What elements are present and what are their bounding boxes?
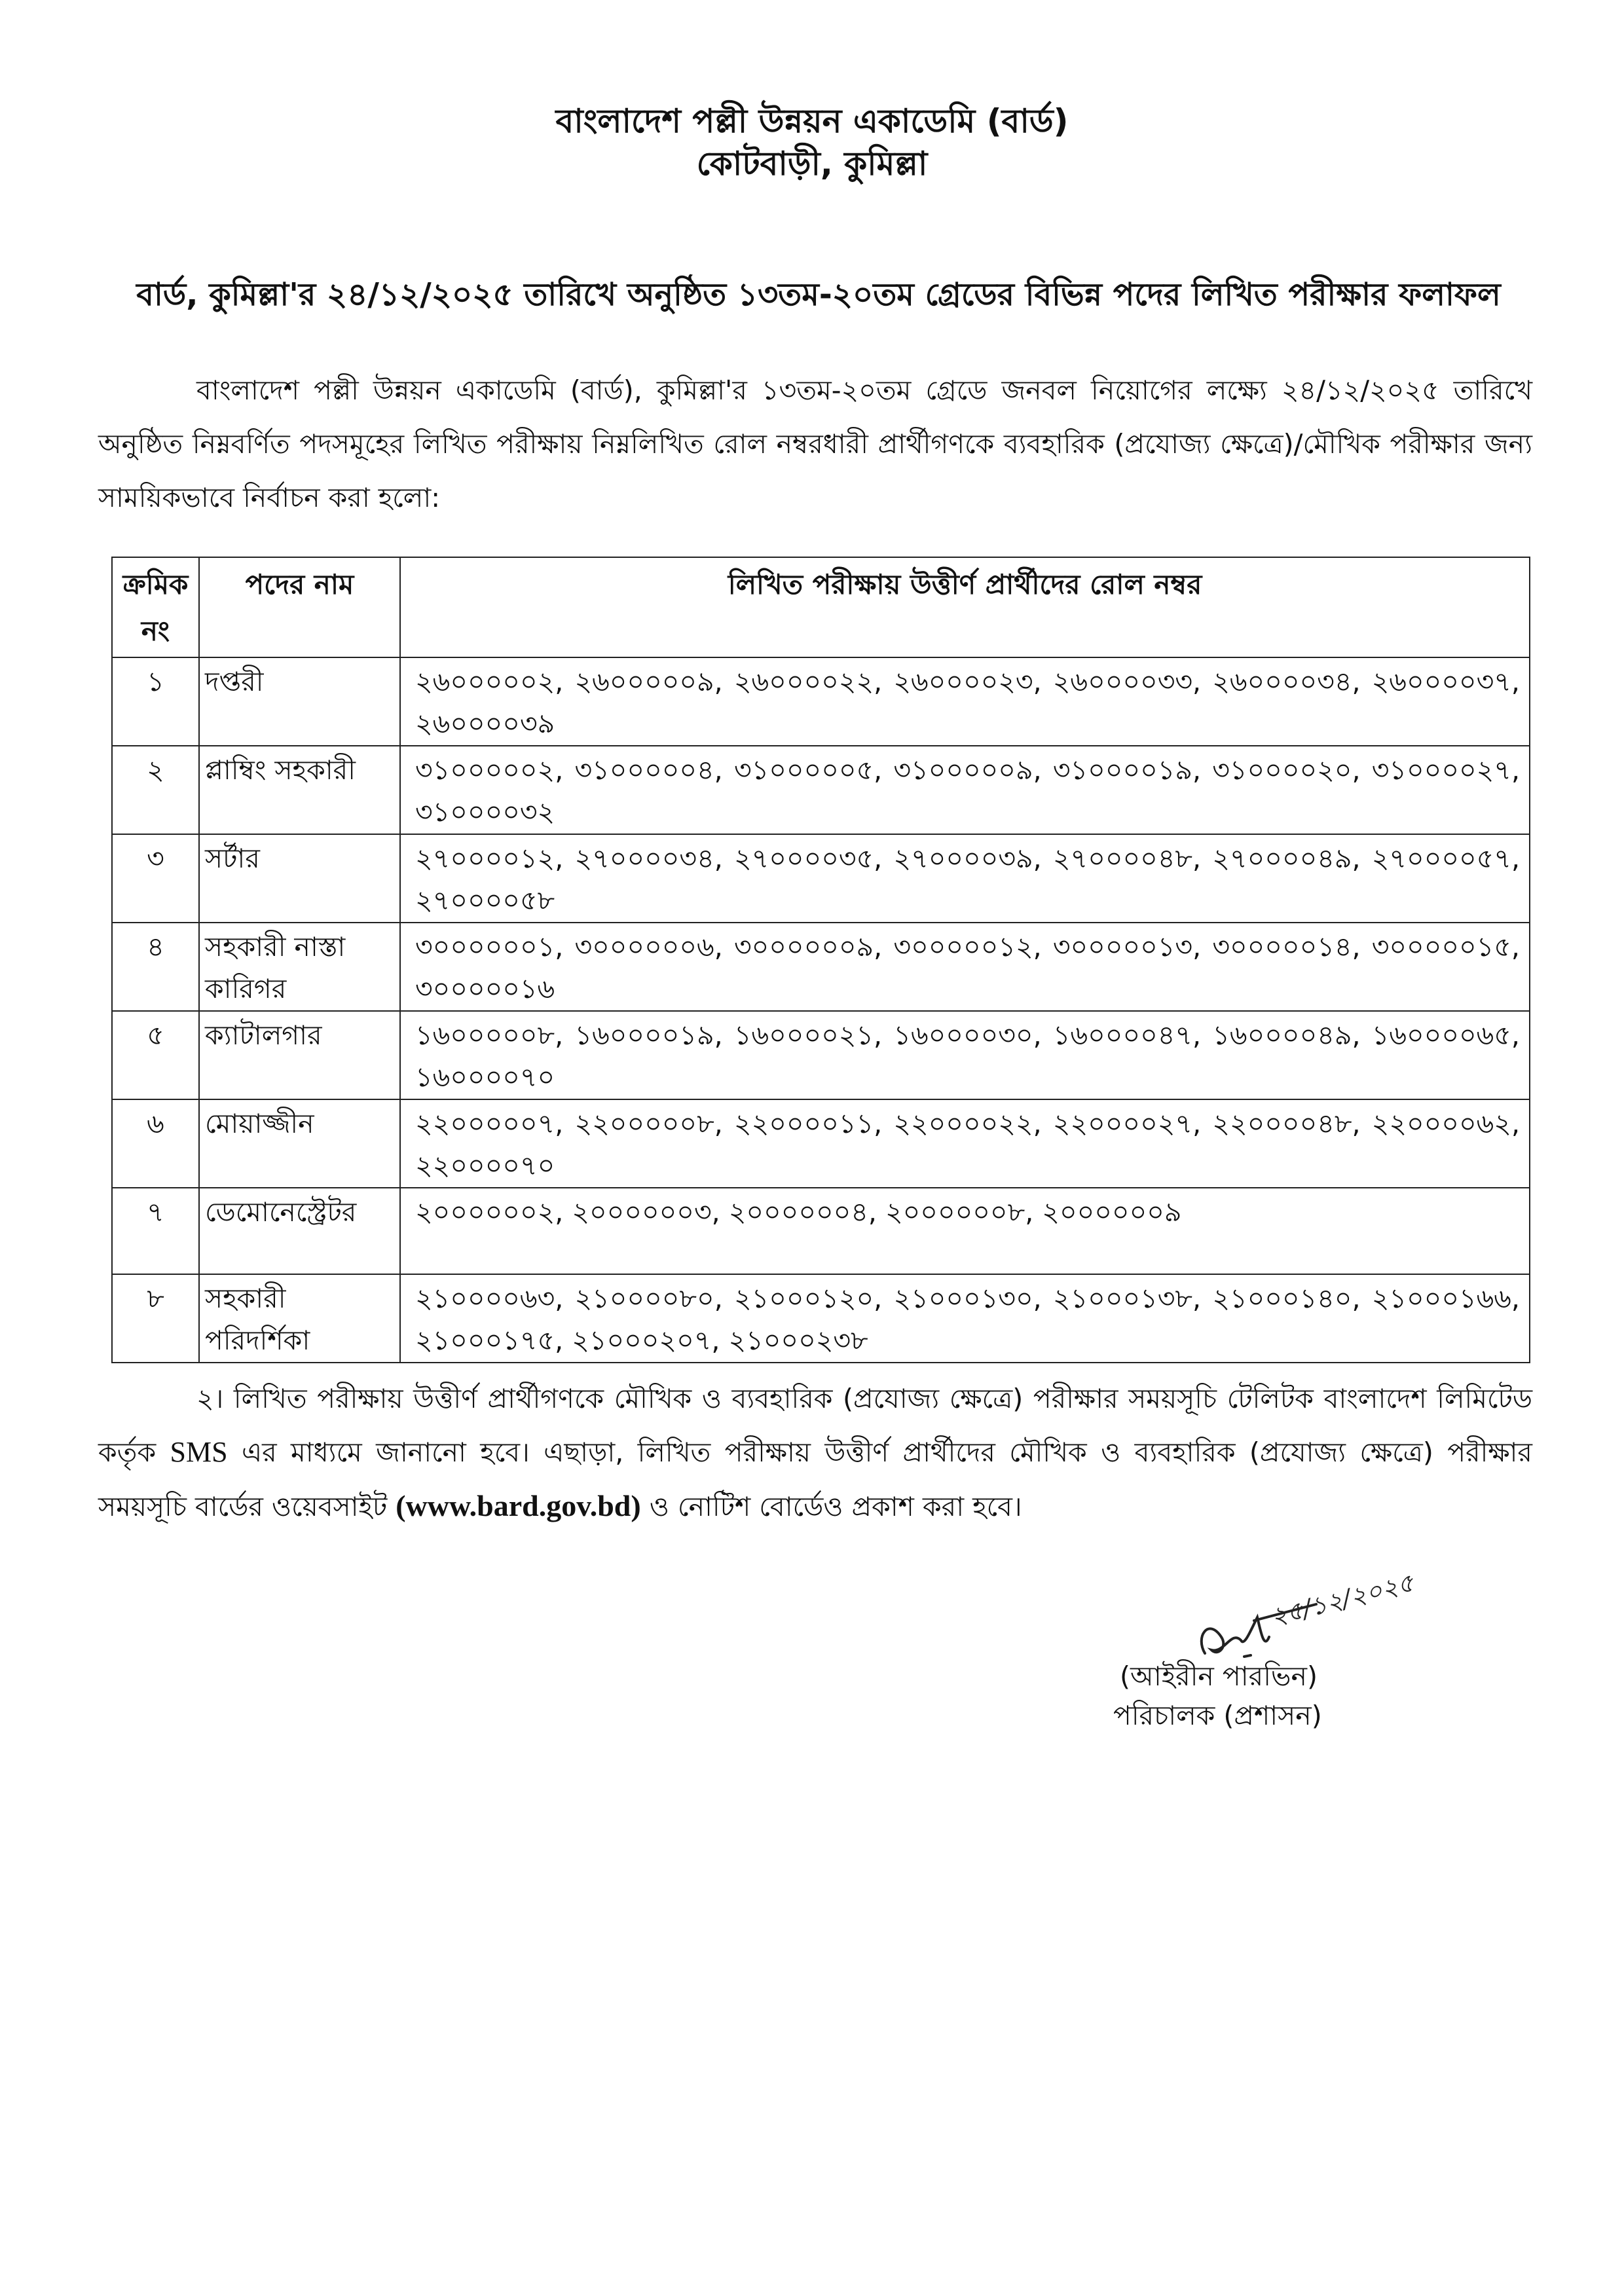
row-post-name: সর্টার [199,834,400,923]
header-post-name: পদের নাম [199,557,400,657]
roll-separator: , [714,1283,734,1314]
table-row [112,1011,1530,1099]
row-post-name: সহকারী নাস্তা কারিগর [199,923,400,1011]
row-post-name: মোয়াজ্জীন [199,1099,400,1188]
roll-number: ২৭০০০০৪৯ [1212,843,1352,874]
roll-separator: , [555,1196,572,1228]
roll-number: ২১০০০০৮০ [574,1283,714,1314]
roll-number: ২০০০০০০২ [415,1196,555,1228]
roll-number: ৩১০০০০০২ [415,754,555,786]
roll-number: ২১০০০২০৭ [572,1325,712,1356]
row-roll-numbers [400,746,1530,834]
roll-number: ২৬০০০০২৩ [893,666,1033,697]
website-link[interactable]: (www.bard.gov.bd) [396,1489,641,1522]
roll-separator: , [555,1108,575,1139]
roll-number: ১৬০০০০৪৯ [1212,1019,1352,1051]
roll-separator: , [874,1019,894,1051]
roll-separator: , [874,1108,894,1139]
roll-separator: , [714,666,734,697]
signature-date: ২৫/১২/২০২৫ [1268,1568,1417,1632]
roll-separator: , [1192,1283,1213,1314]
row-roll-numbers [400,834,1530,923]
roll-separator: , [714,1019,734,1051]
roll-number: ৩০০০০০০১ [415,931,555,963]
roll-separator: , [1511,1283,1520,1314]
row-serial: ৮ [112,1274,199,1363]
row-post-name: ক্যাটালগার [199,1011,400,1099]
header-roll-numbers: লিখিত পরীক্ষায় উত্তীর্ণ প্রার্থীদের রোল নম্বর [400,557,1530,657]
roll-separator: , [1511,1108,1520,1139]
header-serial: ক্রমিক নং [112,557,199,657]
roll-number: ২১০০০১৩০ [893,1283,1033,1314]
roll-number: ৩০০০০০১৪ [1212,931,1352,963]
result-title: বার্ড, কুমিল্লা'র ২৪/১২/২০২৫ তারিখে অনুষ্ঠিত ১৩তম-২০তম গ্রেডের বিভিন্ন পদের লিখিত পরীক্ষার ফলাফল [136,276,1501,313]
row-serial: ৪ [112,923,199,1011]
roll-separator: , [1192,666,1213,697]
roll-number: ২৬০০০০০২ [415,666,555,697]
roll-number: ৩০০০০০০৬ [574,931,714,963]
roll-number: ২২০০০০০৮ [574,1108,714,1139]
roll-separator: , [555,843,575,874]
roll-separator: , [1192,1108,1213,1139]
roll-number: ২১০০০১২০ [733,1283,874,1314]
roll-separator: , [1511,843,1520,874]
roll-separator: , [1033,1019,1053,1051]
roll-separator: , [1511,1019,1520,1051]
roll-number: ২৭০০০০৩৫ [733,843,874,874]
roll-separator: , [1192,843,1213,874]
roll-separator: , [1352,1019,1372,1051]
roll-separator: , [1352,754,1372,786]
row-roll-numbers [400,1011,1530,1099]
notice-text-2: এর মাধ্যমে জানানো হবে। এছাড়া, লিখিত পরীক্ষায় উত্তীর্ণ প্রার্থীদের মৌখিক ও ব্যবহারিক (প্রযোজ্য ক্ষেত্রে) পরীক্ষার সময়সূচি বার্ডের ওয়েবসাইট [98,1437,1532,1522]
row-serial: ২ [112,746,199,834]
roll-number: ২১০০০১৪০ [1212,1283,1352,1314]
roll-separator: , [1192,931,1213,963]
row-roll-numbers [400,657,1530,746]
roll-number: ২১০০০১৬৬ [1371,1283,1511,1314]
notice-paragraph [98,1372,1532,1533]
roll-number: ২৬০০০০৩৯ [415,708,555,739]
roll-number: ২৬০০০০৩৭ [1371,666,1511,697]
roll-separator: , [1352,931,1372,963]
roll-separator: , [714,1108,734,1139]
table-row [112,1099,1530,1188]
roll-separator: , [874,931,894,963]
roll-number: ৩০০০০০১৩ [1052,931,1193,963]
roll-separator: , [1033,1108,1053,1139]
roll-separator: , [1025,1196,1043,1228]
roll-number: ২১০০০১৩৮ [1052,1283,1193,1314]
roll-separator: , [1511,931,1520,963]
roll-separator: , [555,1283,575,1314]
roll-number: ২৬০০০০০৯ [574,666,714,697]
roll-separator: , [1352,1108,1372,1139]
roll-number: ২০০০০০০৪ [728,1196,868,1228]
roll-number: ২১০০০২৩৮ [728,1325,868,1356]
roll-number: ১৬০০০০৩০ [893,1019,1033,1051]
roll-number: ১৬০০০০৬৫ [1371,1019,1511,1051]
table-row [112,746,1530,834]
notice-text-3: ও নোটিশ বোর্ডেও প্রকাশ করা হবে। [640,1491,1022,1522]
roll-number: ২০০০০০০৮ [885,1196,1025,1228]
roll-number: ২৭০০০০৫৮ [415,885,555,916]
roll-separator: , [874,754,894,786]
row-serial: ৭ [112,1188,199,1274]
row-post-name: দপ্তরী [199,657,400,746]
roll-separator: , [1033,1283,1053,1314]
roll-number: ২৬০০০০২২ [733,666,874,697]
roll-number: ২৭০০০০৫৭ [1371,843,1511,874]
roll-separator: , [1033,843,1053,874]
roll-number: ২০০০০০০৯ [1042,1196,1182,1228]
org-address: কোটবাড়ী, কুমিল্লা [696,145,928,183]
roll-number: ২২০০০০০৭ [415,1108,555,1139]
roll-number: ২১০০০০৬৩ [415,1283,555,1314]
row-serial: ৫ [112,1011,199,1099]
roll-separator: , [555,754,575,786]
roll-number: ৩০০০০০০৯ [733,931,874,963]
row-roll-numbers [400,1274,1530,1363]
roll-number: ৩১০০০০২০ [1212,754,1352,786]
roll-number: ১৬০০০০১৯ [574,1019,714,1051]
org-name: বাংলাদেশ পল্লী উন্নয়ন একাডেমি (বার্ড) [555,102,1069,140]
roll-number: ৩১০০০০০৪ [574,754,714,786]
row-serial: ১ [112,657,199,746]
roll-number: ৩০০০০০১৬ [415,973,555,1004]
roll-separator: , [714,754,734,786]
roll-separator: , [874,666,894,697]
roll-separator: , [555,666,575,697]
roll-number: ৩১০০০০০৯ [893,754,1033,786]
results-body [112,657,1530,1363]
row-post-name: সহকারী পরিদর্শিকা [199,1274,400,1363]
roll-number: ৩০০০০০১২ [893,931,1033,963]
roll-separator: , [1511,666,1520,697]
roll-number: ২৬০০০০৩৪ [1212,666,1352,697]
row-post-name: প্লাম্বিং সহকারী [199,746,400,834]
roll-separator: , [555,1019,575,1051]
table-row [112,1188,1530,1274]
roll-number: ১৬০০০০৪৭ [1052,1019,1193,1051]
roll-separator: , [1033,754,1053,786]
table-row [112,834,1530,923]
table-row [112,1274,1530,1363]
roll-number: ২২০০০০২২ [893,1108,1033,1139]
roll-separator: , [874,843,894,874]
roll-number: ৩১০০০০৩২ [415,796,555,828]
row-serial: ৩ [112,834,199,923]
roll-number: ২২০০০০৬২ [1371,1108,1511,1139]
roll-number: ৩০০০০০১৫ [1371,931,1511,963]
results-table [111,557,1530,1363]
row-roll-numbers [400,1099,1530,1188]
roll-separator: , [711,1196,729,1228]
roll-separator: , [1352,1283,1372,1314]
roll-number: ১৬০০০০০৮ [415,1019,555,1051]
roll-number: ২১০০০১৭৫ [415,1325,555,1356]
roll-number: ২৭০০০০১২ [415,843,555,874]
roll-number: ২২০০০০১১ [733,1108,874,1139]
signer-name: (আইরীন পারভিন) [1120,1661,1318,1692]
roll-separator: , [1192,1019,1213,1051]
roll-separator: , [711,1325,729,1356]
roll-separator: , [1192,754,1213,786]
row-post-name: ডেমোনেস্ট্রেটর [199,1188,400,1274]
roll-number: ২০০০০০০৩ [572,1196,712,1228]
intro-paragraph: বাংলাদেশ পল্লী উন্নয়ন একাডেমি (বার্ড), কুমিল্লা'র ১৩তম-২০তম গ্রেডে জনবল নিয়োগের লক্ষ্যে ২৪/১২/২০২৫ তারিখে অনুষ্ঠিত নিম্নবর্ণিত পদসমূহের লিখিত পরীক্ষায় নিম্নলিখিত রোল নম্বরধারী প্রার্থীগণকে ব্যবহারিক (প্রযোজ্য ক্ষেত্রে)/মৌখিক পরীক্ষার জন্য সাময়িকভাবে নির্বাচন করা হলো: [98,375,1532,513]
row-roll-numbers [400,1188,1530,1274]
roll-separator: , [1033,666,1053,697]
roll-separator: , [1352,666,1372,697]
notice-text-1: ২। লিখিত পরীক্ষায় উত্তীর্ণ প্রার্থীগণকে মৌখিক ও ব্যবহারিক (প্রযোজ্য ক্ষেত্রে) পরীক্ষার সময়সূচি টেলিটক বাংলাদেশ লিমিটেড কর্তৃক [98,1383,1532,1468]
roll-number: ২৭০০০০৪৮ [1052,843,1193,874]
roll-number: ১৬০০০০৭০ [415,1061,555,1093]
roll-number: ২৭০০০০৩৪ [574,843,714,874]
roll-separator: , [714,843,734,874]
roll-number: ৩১০০০০২৭ [1371,754,1511,786]
roll-number: ২৬০০০০৩৩ [1052,666,1193,697]
roll-separator: , [868,1196,885,1228]
roll-number: ৩১০০০০১৯ [1052,754,1192,786]
roll-separator: , [714,931,734,963]
roll-separator: , [1033,931,1053,963]
roll-separator: , [555,1325,572,1356]
roll-separator: , [1511,754,1521,786]
roll-number: ৩১০০০০০৫ [733,754,874,786]
roll-separator: , [874,1283,894,1314]
roll-number: ২২০০০০৪৮ [1212,1108,1352,1139]
roll-number: ২২০০০০২৭ [1052,1108,1193,1139]
table-header-row [112,557,1530,657]
roll-number: ২২০০০০৭০ [415,1150,555,1181]
roll-separator: , [555,931,575,963]
table-row [112,657,1530,746]
table-row [112,923,1530,1011]
roll-number: ২৭০০০০৩৯ [893,843,1033,874]
row-serial: ৬ [112,1099,199,1188]
signer-designation: পরিচালক (প্রশাসন) [1113,1700,1322,1731]
sms-text: SMS [170,1436,228,1468]
roll-separator: , [1352,843,1372,874]
roll-number: ১৬০০০০২১ [733,1019,874,1051]
row-roll-numbers [400,923,1530,1011]
